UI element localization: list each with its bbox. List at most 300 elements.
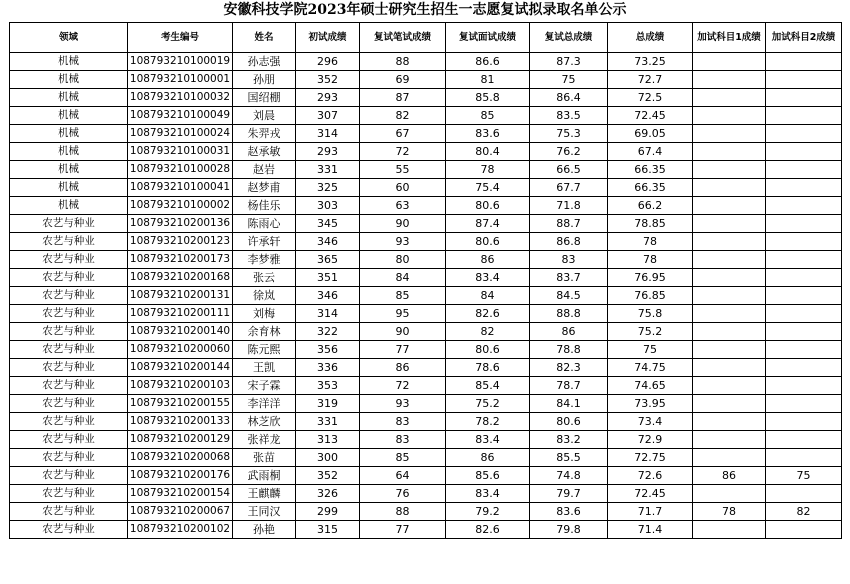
name-cell: 武雨桐 — [233, 467, 296, 485]
extra-subject-2-cell — [766, 449, 842, 467]
name-cell: 李梦雅 — [233, 251, 296, 269]
retest-interview-cell: 82 — [446, 323, 530, 341]
field-cell: 机械 — [10, 71, 128, 89]
table-row — [10, 341, 842, 359]
col-header-extra-subject-2: 加试科目2成绩 — [766, 23, 842, 53]
initial-score-cell: 303 — [296, 197, 360, 215]
retest-interview-cell: 86 — [446, 449, 530, 467]
col-header-name: 姓名 — [233, 23, 296, 53]
retest-written-cell: 69 — [360, 71, 446, 89]
candidate-id-cell: 108793210200129 — [128, 431, 233, 449]
extra-subject-2-cell — [766, 341, 842, 359]
retest-written-cell: 93 — [360, 395, 446, 413]
table-row — [10, 269, 842, 287]
field-cell: 农艺与种业 — [10, 305, 128, 323]
extra-subject-1-cell — [693, 287, 766, 305]
table-row — [10, 251, 842, 269]
extra-subject-1-cell — [693, 161, 766, 179]
candidate-id-cell: 108793210200176 — [128, 467, 233, 485]
col-header-retest-total: 复试总成绩 — [530, 23, 608, 53]
total-score-cell: 78 — [608, 233, 693, 251]
table-row — [10, 431, 842, 449]
table-row — [10, 161, 842, 179]
initial-score-cell: 346 — [296, 287, 360, 305]
field-cell: 机械 — [10, 197, 128, 215]
name-cell: 王同汉 — [233, 503, 296, 521]
total-score-cell: 66.2 — [608, 197, 693, 215]
total-score-cell: 66.35 — [608, 179, 693, 197]
retest-total-cell: 75.3 — [530, 125, 608, 143]
total-score-cell: 76.95 — [608, 269, 693, 287]
retest-total-cell: 82.3 — [530, 359, 608, 377]
retest-written-cell: 80 — [360, 251, 446, 269]
field-cell: 农艺与种业 — [10, 485, 128, 503]
total-score-cell: 73.25 — [608, 53, 693, 71]
field-cell: 机械 — [10, 143, 128, 161]
total-score-cell: 72.6 — [608, 467, 693, 485]
retest-interview-cell: 85.4 — [446, 377, 530, 395]
total-score-cell: 66.35 — [608, 161, 693, 179]
retest-interview-cell: 80.6 — [446, 233, 530, 251]
extra-subject-2-cell — [766, 125, 842, 143]
retest-interview-cell: 83.4 — [446, 269, 530, 287]
extra-subject-2-cell — [766, 323, 842, 341]
extra-subject-2-cell — [766, 107, 842, 125]
name-cell: 赵梦甫 — [233, 179, 296, 197]
candidate-id-cell: 108793210200123 — [128, 233, 233, 251]
field-cell: 农艺与种业 — [10, 287, 128, 305]
retest-total-cell: 83.6 — [530, 503, 608, 521]
retest-interview-cell: 81 — [446, 71, 530, 89]
table-row — [10, 359, 842, 377]
total-score-cell: 71.7 — [608, 503, 693, 521]
extra-subject-1-cell — [693, 395, 766, 413]
initial-score-cell: 352 — [296, 467, 360, 485]
initial-score-cell: 352 — [296, 71, 360, 89]
name-cell: 赵岩 — [233, 161, 296, 179]
name-cell: 孙志强 — [233, 53, 296, 71]
field-cell: 农艺与种业 — [10, 269, 128, 287]
extra-subject-2-cell — [766, 305, 842, 323]
extra-subject-2-cell: 75 — [766, 467, 842, 485]
field-cell: 农艺与种业 — [10, 215, 128, 233]
retest-total-cell: 74.8 — [530, 467, 608, 485]
retest-total-cell: 83.2 — [530, 431, 608, 449]
retest-total-cell: 83 — [530, 251, 608, 269]
name-cell: 林芝欣 — [233, 413, 296, 431]
name-cell: 王凯 — [233, 359, 296, 377]
retest-written-cell: 88 — [360, 53, 446, 71]
retest-written-cell: 60 — [360, 179, 446, 197]
extra-subject-2-cell — [766, 233, 842, 251]
retest-written-cell: 87 — [360, 89, 446, 107]
table-row — [10, 521, 842, 539]
candidate-id-cell: 108793210200140 — [128, 323, 233, 341]
total-score-cell: 67.4 — [608, 143, 693, 161]
field-cell: 机械 — [10, 89, 128, 107]
table-row — [10, 305, 842, 323]
initial-score-cell: 313 — [296, 431, 360, 449]
name-cell: 余育林 — [233, 323, 296, 341]
retest-total-cell: 75 — [530, 71, 608, 89]
name-cell: 陈元熙 — [233, 341, 296, 359]
retest-interview-cell: 79.2 — [446, 503, 530, 521]
candidate-id-cell: 108793210200102 — [128, 521, 233, 539]
field-cell: 农艺与种业 — [10, 521, 128, 539]
extra-subject-2-cell — [766, 359, 842, 377]
extra-subject-2-cell — [766, 395, 842, 413]
admission-table — [9, 22, 842, 539]
retest-interview-cell: 83.4 — [446, 431, 530, 449]
field-cell: 农艺与种业 — [10, 377, 128, 395]
extra-subject-1-cell — [693, 521, 766, 539]
field-cell: 农艺与种业 — [10, 413, 128, 431]
field-cell: 农艺与种业 — [10, 323, 128, 341]
retest-total-cell: 79.8 — [530, 521, 608, 539]
retest-written-cell: 90 — [360, 323, 446, 341]
total-score-cell: 72.7 — [608, 71, 693, 89]
extra-subject-1-cell — [693, 53, 766, 71]
retest-interview-cell: 86 — [446, 251, 530, 269]
retest-total-cell: 67.7 — [530, 179, 608, 197]
name-cell: 刘梅 — [233, 305, 296, 323]
initial-score-cell: 331 — [296, 413, 360, 431]
retest-interview-cell: 85.8 — [446, 89, 530, 107]
name-cell: 张祥龙 — [233, 431, 296, 449]
retest-total-cell: 83.7 — [530, 269, 608, 287]
candidate-id-cell: 108793210200155 — [128, 395, 233, 413]
candidate-id-cell: 108793210200136 — [128, 215, 233, 233]
candidate-id-cell: 108793210200154 — [128, 485, 233, 503]
total-score-cell: 75.2 — [608, 323, 693, 341]
retest-written-cell: 77 — [360, 521, 446, 539]
extra-subject-2-cell — [766, 71, 842, 89]
retest-written-cell: 64 — [360, 467, 446, 485]
col-header-candidate-id: 考生编号 — [128, 23, 233, 53]
retest-interview-cell: 80.4 — [446, 143, 530, 161]
retest-total-cell: 86 — [530, 323, 608, 341]
retest-written-cell: 76 — [360, 485, 446, 503]
candidate-id-cell: 108793210200111 — [128, 305, 233, 323]
extra-subject-1-cell: 86 — [693, 467, 766, 485]
retest-total-cell: 78.7 — [530, 377, 608, 395]
extra-subject-2-cell — [766, 89, 842, 107]
candidate-id-cell: 108793210100001 — [128, 71, 233, 89]
extra-subject-1-cell — [693, 341, 766, 359]
retest-total-cell: 87.3 — [530, 53, 608, 71]
retest-written-cell: 95 — [360, 305, 446, 323]
initial-score-cell: 356 — [296, 341, 360, 359]
initial-score-cell: 300 — [296, 449, 360, 467]
extra-subject-2-cell — [766, 431, 842, 449]
retest-total-cell: 85.5 — [530, 449, 608, 467]
initial-score-cell: 314 — [296, 125, 360, 143]
retest-written-cell: 84 — [360, 269, 446, 287]
extra-subject-1-cell — [693, 269, 766, 287]
table-row — [10, 467, 842, 485]
extra-subject-2-cell — [766, 179, 842, 197]
retest-interview-cell: 84 — [446, 287, 530, 305]
total-score-cell: 78 — [608, 251, 693, 269]
field-cell: 机械 — [10, 161, 128, 179]
field-cell: 农艺与种业 — [10, 467, 128, 485]
retest-written-cell: 55 — [360, 161, 446, 179]
field-cell: 农艺与种业 — [10, 359, 128, 377]
candidate-id-cell: 108793210200068 — [128, 449, 233, 467]
field-cell: 机械 — [10, 107, 128, 125]
page-title: 安徽科技学院2023年硕士研究生招生一志愿复试拟录取名单公示 — [223, 2, 627, 18]
table-row — [10, 53, 842, 71]
retest-interview-cell: 82.6 — [446, 305, 530, 323]
total-score-cell: 72.9 — [608, 431, 693, 449]
table-row — [10, 197, 842, 215]
name-cell: 孙朋 — [233, 71, 296, 89]
extra-subject-1-cell — [693, 431, 766, 449]
retest-total-cell: 71.8 — [530, 197, 608, 215]
initial-score-cell: 345 — [296, 215, 360, 233]
extra-subject-2-cell — [766, 377, 842, 395]
extra-subject-1-cell — [693, 71, 766, 89]
retest-written-cell: 83 — [360, 431, 446, 449]
extra-subject-1-cell — [693, 233, 766, 251]
field-cell: 农艺与种业 — [10, 431, 128, 449]
extra-subject-1-cell — [693, 89, 766, 107]
retest-interview-cell: 75.4 — [446, 179, 530, 197]
extra-subject-1-cell — [693, 485, 766, 503]
retest-total-cell: 83.5 — [530, 107, 608, 125]
field-cell: 农艺与种业 — [10, 233, 128, 251]
col-header-total: 总成绩 — [608, 23, 693, 53]
extra-subject-2-cell — [766, 161, 842, 179]
retest-total-cell: 76.2 — [530, 143, 608, 161]
table-row — [10, 125, 842, 143]
retest-written-cell: 83 — [360, 413, 446, 431]
total-score-cell: 75.8 — [608, 305, 693, 323]
extra-subject-1-cell — [693, 215, 766, 233]
extra-subject-2-cell — [766, 521, 842, 539]
candidate-id-cell: 108793210200103 — [128, 377, 233, 395]
field-cell: 农艺与种业 — [10, 341, 128, 359]
candidate-id-cell: 108793210100028 — [128, 161, 233, 179]
retest-interview-cell: 83.4 — [446, 485, 530, 503]
name-cell: 陈雨心 — [233, 215, 296, 233]
table-row — [10, 233, 842, 251]
name-cell: 杨佳乐 — [233, 197, 296, 215]
col-header-retest-written: 复试笔试成绩 — [360, 23, 446, 53]
total-score-cell: 71.4 — [608, 521, 693, 539]
retest-total-cell: 88.7 — [530, 215, 608, 233]
retest-interview-cell: 83.6 — [446, 125, 530, 143]
extra-subject-1-cell — [693, 197, 766, 215]
retest-written-cell: 82 — [360, 107, 446, 125]
col-header-retest-interview: 复试面试成绩 — [446, 23, 530, 53]
retest-interview-cell: 87.4 — [446, 215, 530, 233]
extra-subject-2-cell — [766, 53, 842, 71]
candidate-id-cell: 108793210100019 — [128, 53, 233, 71]
total-score-cell: 72.45 — [608, 107, 693, 125]
candidate-id-cell: 108793210200133 — [128, 413, 233, 431]
retest-total-cell: 80.6 — [530, 413, 608, 431]
extra-subject-1-cell — [693, 179, 766, 197]
candidate-id-cell: 108793210100041 — [128, 179, 233, 197]
retest-interview-cell: 78.2 — [446, 413, 530, 431]
candidate-id-cell: 108793210200144 — [128, 359, 233, 377]
initial-score-cell: 326 — [296, 485, 360, 503]
col-header-extra-subject-1: 加试科目1成绩 — [693, 23, 766, 53]
retest-written-cell: 77 — [360, 341, 446, 359]
initial-score-cell: 319 — [296, 395, 360, 413]
extra-subject-1-cell — [693, 449, 766, 467]
name-cell: 王麒麟 — [233, 485, 296, 503]
initial-score-cell: 314 — [296, 305, 360, 323]
name-cell: 张云 — [233, 269, 296, 287]
retest-total-cell: 86.4 — [530, 89, 608, 107]
table-row — [10, 377, 842, 395]
total-score-cell: 72.45 — [608, 485, 693, 503]
total-score-cell: 76.85 — [608, 287, 693, 305]
extra-subject-2-cell — [766, 413, 842, 431]
initial-score-cell: 346 — [296, 233, 360, 251]
name-cell: 宋子霖 — [233, 377, 296, 395]
retest-written-cell: 72 — [360, 143, 446, 161]
extra-subject-2-cell — [766, 251, 842, 269]
candidate-id-cell: 108793210200131 — [128, 287, 233, 305]
retest-written-cell: 88 — [360, 503, 446, 521]
table-row — [10, 449, 842, 467]
col-header-field: 领域 — [10, 23, 128, 53]
name-cell: 国绍棚 — [233, 89, 296, 107]
initial-score-cell: 353 — [296, 377, 360, 395]
field-cell: 机械 — [10, 53, 128, 71]
initial-score-cell: 296 — [296, 53, 360, 71]
field-cell: 农艺与种业 — [10, 449, 128, 467]
retest-interview-cell: 78.6 — [446, 359, 530, 377]
initial-score-cell: 322 — [296, 323, 360, 341]
retest-written-cell: 90 — [360, 215, 446, 233]
extra-subject-1-cell — [693, 143, 766, 161]
retest-written-cell: 85 — [360, 287, 446, 305]
retest-interview-cell: 75.2 — [446, 395, 530, 413]
initial-score-cell: 299 — [296, 503, 360, 521]
candidate-id-cell: 108793210200060 — [128, 341, 233, 359]
table-row — [10, 179, 842, 197]
table-row — [10, 107, 842, 125]
extra-subject-1-cell — [693, 125, 766, 143]
retest-total-cell: 84.5 — [530, 287, 608, 305]
table-row — [10, 71, 842, 89]
retest-interview-cell: 78 — [446, 161, 530, 179]
extra-subject-1-cell: 78 — [693, 503, 766, 521]
initial-score-cell: 331 — [296, 161, 360, 179]
table-row — [10, 485, 842, 503]
extra-subject-2-cell — [766, 269, 842, 287]
candidate-id-cell: 108793210200067 — [128, 503, 233, 521]
total-score-cell: 72.75 — [608, 449, 693, 467]
table-row — [10, 143, 842, 161]
initial-score-cell: 336 — [296, 359, 360, 377]
retest-written-cell: 86 — [360, 359, 446, 377]
retest-total-cell: 84.1 — [530, 395, 608, 413]
initial-score-cell: 365 — [296, 251, 360, 269]
total-score-cell: 75 — [608, 341, 693, 359]
extra-subject-2-cell — [766, 287, 842, 305]
name-cell: 朱羿戎 — [233, 125, 296, 143]
initial-score-cell: 293 — [296, 89, 360, 107]
extra-subject-2-cell — [766, 197, 842, 215]
retest-total-cell: 66.5 — [530, 161, 608, 179]
field-cell: 机械 — [10, 179, 128, 197]
total-score-cell: 74.65 — [608, 377, 693, 395]
extra-subject-1-cell — [693, 251, 766, 269]
retest-interview-cell: 86.6 — [446, 53, 530, 71]
retest-interview-cell: 80.6 — [446, 341, 530, 359]
name-cell: 许承轩 — [233, 233, 296, 251]
extra-subject-1-cell — [693, 413, 766, 431]
initial-score-cell: 325 — [296, 179, 360, 197]
name-cell: 徐岚 — [233, 287, 296, 305]
field-cell: 农艺与种业 — [10, 395, 128, 413]
retest-written-cell: 85 — [360, 449, 446, 467]
name-cell: 李洋洋 — [233, 395, 296, 413]
table-row — [10, 323, 842, 341]
initial-score-cell: 351 — [296, 269, 360, 287]
initial-score-cell: 307 — [296, 107, 360, 125]
candidate-id-cell: 108793210200173 — [128, 251, 233, 269]
header-row — [10, 23, 842, 53]
table-row — [10, 287, 842, 305]
total-score-cell: 69.05 — [608, 125, 693, 143]
col-header-initial-score: 初试成绩 — [296, 23, 360, 53]
retest-interview-cell: 85.6 — [446, 467, 530, 485]
extra-subject-2-cell — [766, 143, 842, 161]
candidate-id-cell: 108793210200168 — [128, 269, 233, 287]
candidate-id-cell: 108793210100031 — [128, 143, 233, 161]
initial-score-cell: 315 — [296, 521, 360, 539]
extra-subject-2-cell — [766, 485, 842, 503]
retest-interview-cell: 80.6 — [446, 197, 530, 215]
extra-subject-2-cell: 82 — [766, 503, 842, 521]
table-row — [10, 503, 842, 521]
retest-total-cell: 78.8 — [530, 341, 608, 359]
total-score-cell: 78.85 — [608, 215, 693, 233]
extra-subject-1-cell — [693, 305, 766, 323]
table-row — [10, 413, 842, 431]
extra-subject-1-cell — [693, 377, 766, 395]
extra-subject-1-cell — [693, 359, 766, 377]
retest-total-cell: 88.8 — [530, 305, 608, 323]
field-cell: 农艺与种业 — [10, 251, 128, 269]
candidate-id-cell: 108793210100002 — [128, 197, 233, 215]
total-score-cell: 74.75 — [608, 359, 693, 377]
initial-score-cell: 293 — [296, 143, 360, 161]
extra-subject-2-cell — [766, 215, 842, 233]
retest-interview-cell: 85 — [446, 107, 530, 125]
retest-written-cell: 67 — [360, 125, 446, 143]
total-score-cell: 73.95 — [608, 395, 693, 413]
name-cell: 刘晨 — [233, 107, 296, 125]
retest-written-cell: 72 — [360, 377, 446, 395]
field-cell: 机械 — [10, 125, 128, 143]
retest-written-cell: 93 — [360, 233, 446, 251]
extra-subject-1-cell — [693, 107, 766, 125]
retest-total-cell: 79.7 — [530, 485, 608, 503]
retest-total-cell: 86.8 — [530, 233, 608, 251]
retest-interview-cell: 82.6 — [446, 521, 530, 539]
total-score-cell: 73.4 — [608, 413, 693, 431]
field-cell: 农艺与种业 — [10, 503, 128, 521]
name-cell: 张苗 — [233, 449, 296, 467]
candidate-id-cell: 108793210100024 — [128, 125, 233, 143]
